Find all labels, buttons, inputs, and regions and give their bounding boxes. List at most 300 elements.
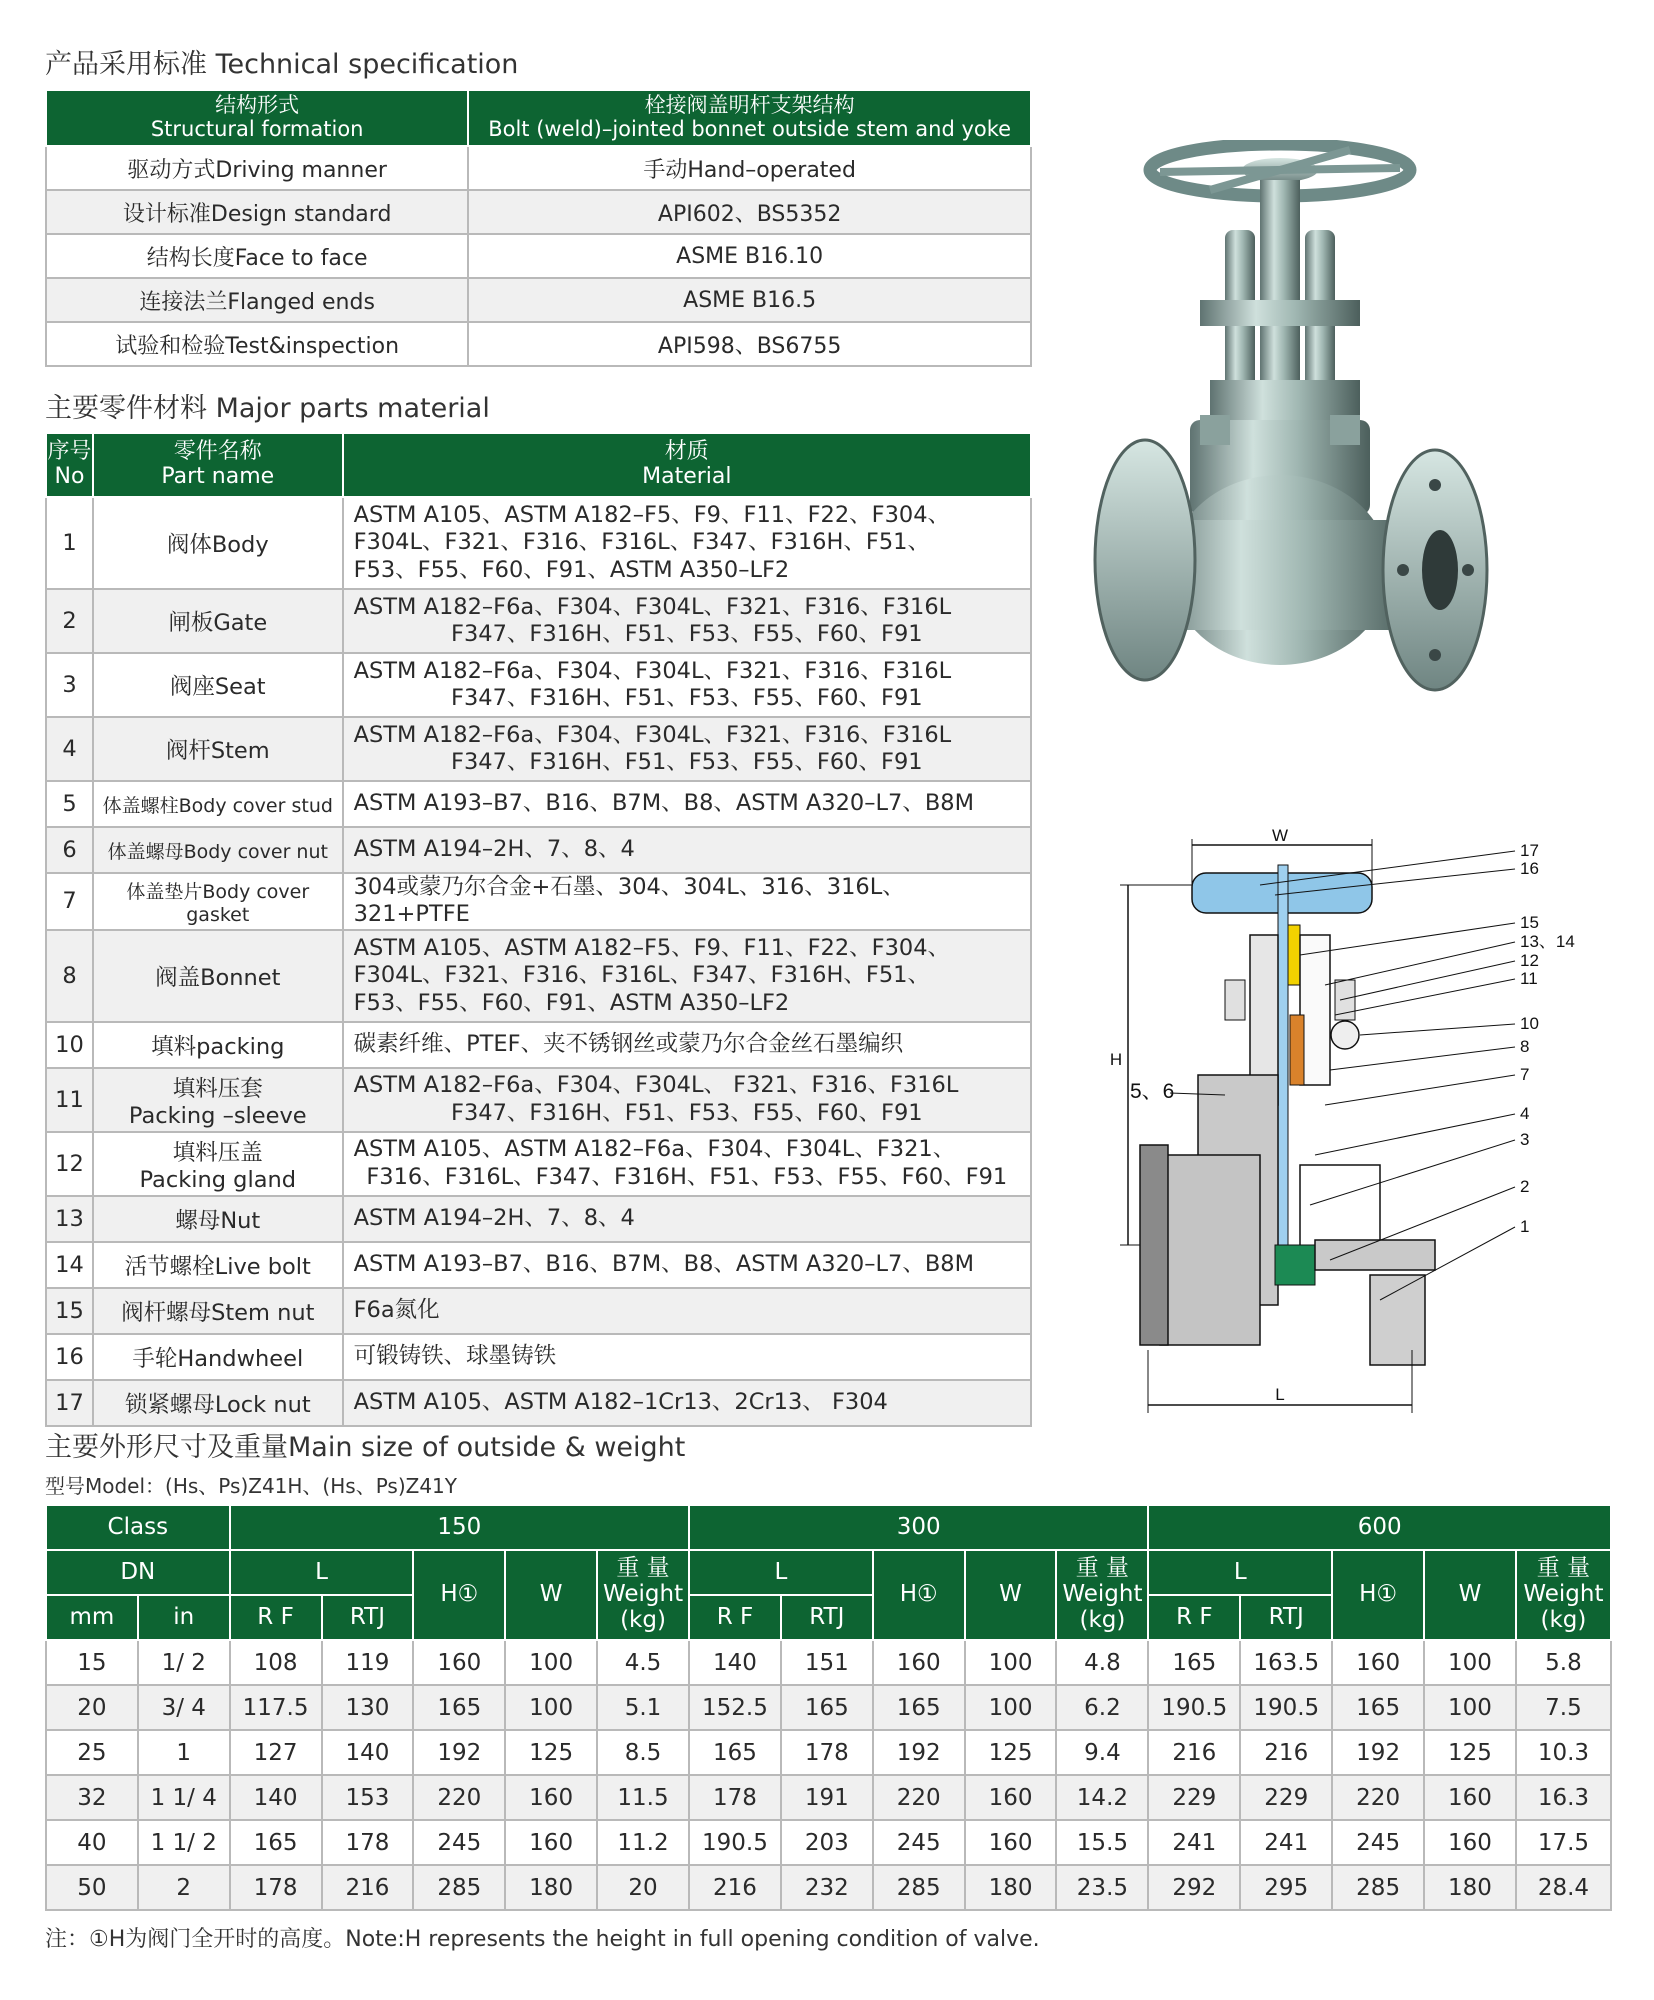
table-row — [46, 589, 1031, 653]
size-cell: 15.5 — [1056, 1820, 1148, 1865]
spec-label: 连接法兰Flanged ends — [46, 278, 468, 322]
size-cell: 8.5 — [597, 1730, 689, 1775]
table-row — [46, 930, 1031, 1022]
size-cell: 100 — [505, 1640, 597, 1685]
size-cell: 15 — [46, 1640, 138, 1685]
part-no: 11 — [46, 1068, 93, 1132]
part-name-text: 手轮Handwheel — [132, 1345, 304, 1372]
callout-5-6: 5、6 — [1130, 1080, 1175, 1103]
part-name-text: 阀杆螺母Stem nut — [121, 1299, 315, 1326]
size-cell: 216 — [1148, 1730, 1240, 1775]
table-row — [46, 1775, 1611, 1820]
size-cell: 160 — [1332, 1640, 1424, 1685]
part-name-text: 体盖垫片Body cover gasket — [126, 880, 310, 926]
material-line: F53、F55、F60、F91、ASTM A350–LF2 — [353, 556, 790, 583]
size-cell: 232 — [781, 1865, 873, 1910]
parts-header-mat-cn: 材质 — [664, 439, 709, 465]
material-line: ASTM A105、ASTM A182–F6a、F304、F304L、F321、 — [353, 1136, 956, 1163]
part-material — [343, 781, 1031, 827]
part-no: 4 — [46, 717, 93, 781]
spec-value: ASME B16.5 — [468, 278, 1031, 322]
size-cell: 153 — [322, 1775, 414, 1820]
part-label: 7 — [1520, 1065, 1530, 1084]
part-label: 12 — [1520, 951, 1539, 970]
h-header: H① — [413, 1550, 505, 1640]
parts-header-name-cn: 零件名称 — [173, 439, 262, 465]
spec-header-value-cn: 栓接阀盖明杆支架结构 — [644, 93, 855, 118]
parts-header-no-en: No — [54, 464, 85, 489]
size-cell: 160 — [873, 1640, 965, 1685]
size-cell: 9.4 — [1056, 1730, 1148, 1775]
part-material — [343, 1288, 1031, 1334]
footnote: 注：①H为阀门全开时的高度。Note:H represents the height in full opening condition of valve. — [45, 1927, 1040, 1952]
size-cell: 285 — [873, 1865, 965, 1910]
part-name-text: 填料packing — [151, 1033, 285, 1060]
size-title: 主要外形尺寸及重量Main size of outside & weight — [45, 1432, 686, 1463]
size-cell: 6.2 — [1056, 1685, 1148, 1730]
parts-header-name-en: Part name — [161, 464, 275, 489]
rtj-header: RTJ — [781, 1595, 873, 1640]
size-cell: 229 — [1240, 1775, 1332, 1820]
table-row — [46, 1196, 1031, 1242]
spec-value: 手动Hand–operated — [468, 146, 1031, 190]
part-no: 15 — [46, 1288, 93, 1334]
weight-header — [1516, 1550, 1611, 1640]
part-no: 2 — [46, 589, 93, 653]
size-cell: 160 — [965, 1820, 1057, 1865]
class-600-header: 600 — [1148, 1505, 1611, 1550]
parts-header-mat-en: Material — [642, 464, 732, 489]
w-header: W — [1424, 1550, 1516, 1640]
size-cell: 100 — [965, 1640, 1057, 1685]
size-cell: 140 — [689, 1640, 781, 1685]
dn-header: DN — [46, 1550, 230, 1595]
size-cell: 220 — [873, 1775, 965, 1820]
size-cell: 241 — [1148, 1820, 1240, 1865]
spec-header-structure-value — [468, 90, 1031, 146]
size-cell: 20 — [46, 1685, 138, 1730]
part-material — [343, 1334, 1031, 1380]
valve-section-drawing — [1100, 825, 1620, 1425]
size-cell: 1 — [138, 1730, 230, 1775]
size-cell: 125 — [965, 1730, 1057, 1775]
size-cell: 190.5 — [689, 1820, 781, 1865]
part-material — [343, 1068, 1031, 1132]
material-line: F304L、F321、F316、F316L、F347、F316H、F51、 — [353, 529, 930, 556]
spec-header-structure-en: Structural formation — [150, 117, 364, 141]
size-cell: 245 — [873, 1820, 965, 1865]
l-header: L — [1148, 1550, 1332, 1595]
spec-header-structure-cn: 结构形式 — [215, 93, 300, 118]
part-label: 2 — [1520, 1177, 1530, 1196]
weight-header-en: Weight — [1062, 1581, 1143, 1608]
part-material — [343, 717, 1031, 781]
table-row — [46, 1865, 1611, 1910]
weight-header-cn: 重 量 — [616, 1555, 670, 1582]
material-line: F316、F316L、F347、F316H、F51、F53、F55、F60、F91 — [366, 1163, 1008, 1190]
part-no: 13 — [46, 1196, 93, 1242]
table-row — [46, 1242, 1031, 1288]
part-no: 7 — [46, 873, 93, 930]
parts-title: 主要零件材料 Major parts material — [45, 393, 490, 424]
size-cell: 100 — [1424, 1640, 1516, 1685]
part-no: 6 — [46, 827, 93, 873]
part-no: 12 — [46, 1132, 93, 1196]
valve-photo-illustration — [1090, 140, 1530, 720]
size-cell: 117.5 — [230, 1685, 322, 1730]
size-cell: 160 — [965, 1775, 1057, 1820]
size-cell: 5.8 — [1516, 1640, 1611, 1685]
part-name — [93, 1196, 343, 1242]
part-label: 11 — [1520, 969, 1538, 988]
part-name — [93, 1022, 343, 1068]
size-table — [45, 1504, 1612, 1911]
part-label: 4 — [1520, 1104, 1530, 1123]
spec-label: 结构长度Face to face — [46, 234, 468, 278]
size-cell: 165 — [230, 1820, 322, 1865]
class-150-header: 150 — [230, 1505, 689, 1550]
size-cell: 108 — [230, 1640, 322, 1685]
part-name — [93, 1334, 343, 1380]
size-cell: 292 — [1148, 1865, 1240, 1910]
size-cell: 100 — [1424, 1685, 1516, 1730]
part-material — [343, 827, 1031, 873]
size-cell: 152.5 — [689, 1685, 781, 1730]
table-row — [46, 322, 1031, 366]
part-name-text: 阀盖Bonnet — [155, 964, 281, 991]
rf-header: R F — [1148, 1595, 1240, 1640]
part-name — [93, 1288, 343, 1334]
part-material — [343, 1242, 1031, 1288]
w-header: W — [505, 1550, 597, 1640]
size-cell: 1 1/ 4 — [138, 1775, 230, 1820]
w-header: W — [965, 1550, 1057, 1640]
spec-label: 试验和检验Test&inspection — [46, 322, 468, 366]
part-label: 15 — [1520, 913, 1539, 932]
spec-header-value-en: Bolt (weld)–jointed bonnet outside stem and yoke — [488, 117, 1012, 141]
material-line: ASTM A105、ASTM A182–F5、F9、F11、F22、F304、 — [353, 934, 951, 961]
table-row — [46, 1730, 1611, 1775]
part-material — [343, 1022, 1031, 1068]
size-cell: 245 — [1332, 1820, 1424, 1865]
material-line: ASTM A194–2H、7、8、4 — [353, 836, 635, 863]
l-header: L — [230, 1550, 414, 1595]
table-row — [46, 1820, 1611, 1865]
size-cell: 40 — [46, 1820, 138, 1865]
rtj-header: RTJ — [1240, 1595, 1332, 1640]
size-cell: 216 — [689, 1865, 781, 1910]
size-cell: 180 — [505, 1865, 597, 1910]
size-cell: 295 — [1240, 1865, 1332, 1910]
part-label: 8 — [1520, 1037, 1530, 1056]
table-row — [46, 278, 1031, 322]
mm-header: mm — [46, 1595, 138, 1640]
table-row — [46, 1132, 1031, 1196]
size-cell: 4.8 — [1056, 1640, 1148, 1685]
spec-value: API602、BS5352 — [468, 190, 1031, 234]
size-cell: 125 — [505, 1730, 597, 1775]
weight-header — [597, 1550, 689, 1640]
dim-l-label: L — [1275, 1385, 1285, 1404]
table-row — [46, 1685, 1611, 1730]
size-cell: 5.1 — [597, 1685, 689, 1730]
size-cell: 160 — [1424, 1820, 1516, 1865]
material-line: ASTM A193–B7、B16、B7M、B8、ASTM A320–L7、B8M — [353, 790, 974, 817]
size-cell: 32 — [46, 1775, 138, 1820]
part-name-text: 锁紧螺母Lock nut — [124, 1391, 311, 1418]
part-name-text: 螺母Nut — [175, 1207, 261, 1234]
part-name-text: 阀杆Stem — [165, 738, 270, 764]
part-name — [93, 827, 343, 873]
material-line: F347、F316H、F51、F53、F55、F60、F91 — [451, 1099, 923, 1126]
part-name — [93, 717, 343, 781]
part-material — [343, 653, 1031, 717]
part-no: 8 — [46, 930, 93, 1022]
size-cell: 180 — [1424, 1865, 1516, 1910]
size-cell: 7.5 — [1516, 1685, 1611, 1730]
valve-photo — [1090, 140, 1530, 720]
size-cell: 140 — [322, 1730, 414, 1775]
parts-header-name — [93, 433, 343, 497]
table-row — [46, 146, 1031, 190]
size-cell: 130 — [322, 1685, 414, 1730]
model-line: 型号Model：(Hs、Ps)Z41H、(Hs、Ps)Z41Y — [45, 1474, 457, 1498]
table-row — [46, 1380, 1031, 1426]
spec-table — [45, 89, 1032, 367]
table-row — [46, 827, 1031, 873]
size-cell: 160 — [1424, 1775, 1516, 1820]
part-no: 17 — [46, 1380, 93, 1426]
part-label: 1 — [1520, 1217, 1530, 1236]
size-cell: 220 — [413, 1775, 505, 1820]
part-name — [93, 930, 343, 1022]
part-material — [343, 1196, 1031, 1242]
size-cell: 50 — [46, 1865, 138, 1910]
weight-header-en: Weight — [1523, 1581, 1604, 1608]
size-cell: 178 — [230, 1865, 322, 1910]
weight-header-en: Weight — [602, 1581, 684, 1608]
table-row — [46, 234, 1031, 278]
size-cell: 165 — [1148, 1640, 1240, 1685]
size-cell: 245 — [413, 1820, 505, 1865]
part-name — [93, 497, 343, 589]
size-cell: 178 — [689, 1775, 781, 1820]
size-cell: 229 — [1148, 1775, 1240, 1820]
table-row — [46, 1640, 1611, 1685]
part-name-text: 填料压盖 — [172, 1139, 263, 1166]
dim-w-label: W — [1271, 826, 1289, 845]
part-material — [343, 873, 1031, 930]
part-name-text: 闸板Gate — [168, 610, 268, 636]
part-label: 10 — [1520, 1014, 1539, 1033]
size-cell: 151 — [781, 1640, 873, 1685]
part-name — [93, 1068, 343, 1132]
part-no: 10 — [46, 1022, 93, 1068]
size-cell: 25 — [46, 1730, 138, 1775]
size-cell: 1/ 2 — [138, 1640, 230, 1685]
rf-header: R F — [230, 1595, 322, 1640]
size-cell: 127 — [230, 1730, 322, 1775]
table-row — [46, 653, 1031, 717]
spec-label: 设计标准Design standard — [46, 190, 468, 234]
part-name-text: 体盖螺母Body cover nut — [107, 840, 328, 863]
size-cell: 28.4 — [1516, 1865, 1611, 1910]
part-material — [343, 497, 1031, 589]
size-cell: 125 — [1424, 1730, 1516, 1775]
spec-title: 产品采用标准 Technical specification — [45, 49, 519, 80]
size-cell: 160 — [505, 1775, 597, 1820]
size-cell: 160 — [505, 1820, 597, 1865]
table-row — [46, 1334, 1031, 1380]
weight-header-unit: (kg) — [1540, 1606, 1587, 1633]
parts-header-no — [46, 433, 93, 497]
part-name-text: 阀座Seat — [169, 674, 266, 700]
table-row — [46, 1022, 1031, 1068]
size-cell: 190.5 — [1148, 1685, 1240, 1730]
part-material — [343, 1380, 1031, 1426]
material-line: F347、F316H、F51、F53、F55、F60、F91 — [451, 749, 923, 775]
in-header: in — [138, 1595, 230, 1640]
material-line: ASTM A193–B7、B16、B7M、B8、ASTM A320–L7、B8M — [353, 1251, 974, 1278]
size-cell: 165 — [1332, 1685, 1424, 1730]
parts-table — [45, 432, 1032, 1427]
class-header: Class — [46, 1505, 230, 1550]
material-line: F347、F316H、F51、F53、F55、F60、F91 — [451, 685, 923, 711]
part-label: 3 — [1520, 1130, 1530, 1149]
size-cell: 119 — [322, 1640, 414, 1685]
size-cell: 216 — [322, 1865, 414, 1910]
size-cell: 10.3 — [1516, 1730, 1611, 1775]
weight-header-unit: (kg) — [620, 1606, 666, 1633]
part-name — [93, 1132, 343, 1196]
table-row — [46, 497, 1031, 589]
h-header: H① — [1332, 1550, 1424, 1640]
table-row — [46, 190, 1031, 234]
material-line: ASTM A182–F6a、F304、F304L、F321、F316、F316L — [353, 721, 952, 748]
material-line: ASTM A105、ASTM A182–F5、F9、F11、F22、F304、 — [353, 501, 951, 528]
material-line: F6a氮化 — [353, 1297, 440, 1324]
dim-h-label: H — [1109, 1050, 1123, 1069]
size-cell: 165 — [873, 1685, 965, 1730]
part-name-en: Packing –sleeve — [128, 1102, 307, 1129]
size-cell: 241 — [1240, 1820, 1332, 1865]
part-name — [93, 653, 343, 717]
size-cell: 165 — [781, 1685, 873, 1730]
size-cell: 216 — [1240, 1730, 1332, 1775]
size-cell: 192 — [1332, 1730, 1424, 1775]
size-cell: 165 — [413, 1685, 505, 1730]
part-name — [93, 589, 343, 653]
weight-header-unit: (kg) — [1079, 1606, 1126, 1633]
size-cell: 17.5 — [1516, 1820, 1611, 1865]
material-line: 可锻铸铁、球墨铸铁 — [353, 1343, 557, 1370]
spec-value: ASME B16.10 — [468, 234, 1031, 278]
size-cell: 180 — [965, 1865, 1057, 1910]
size-cell: 3/ 4 — [138, 1685, 230, 1730]
table-row — [46, 873, 1031, 930]
size-cell: 163.5 — [1240, 1640, 1332, 1685]
size-cell: 20 — [597, 1865, 689, 1910]
material-line: 304或蒙乃尔合金+石墨、304、304L、316、316L、321+PTFE — [353, 874, 905, 928]
part-label: 16 — [1520, 859, 1539, 878]
size-cell: 16.3 — [1516, 1775, 1611, 1820]
part-name — [93, 873, 343, 930]
material-line: 碳素纤维、PTEF、夹不锈钢丝或蒙乃尔合金丝石墨编织 — [353, 1031, 904, 1058]
size-cell: 11.2 — [597, 1820, 689, 1865]
part-name — [93, 781, 343, 827]
part-label: 13、14 — [1520, 932, 1575, 951]
size-cell: 100 — [965, 1685, 1057, 1730]
table-row — [46, 1068, 1031, 1132]
weight-header — [1056, 1550, 1148, 1640]
material-line: F347、F316H、F51、F53、F55、F60、F91 — [451, 621, 923, 647]
class-300-header: 300 — [689, 1505, 1148, 1550]
rf-header: R F — [689, 1595, 781, 1640]
size-cell: 178 — [322, 1820, 414, 1865]
part-material — [343, 930, 1031, 1022]
size-cell: 178 — [781, 1730, 873, 1775]
material-line: ASTM A182–F6a、F304、F304L、F321、F316、F316L — [353, 657, 952, 684]
size-cell: 190.5 — [1240, 1685, 1332, 1730]
spec-label: 驱动方式Driving manner — [46, 146, 468, 190]
size-cell: 140 — [230, 1775, 322, 1820]
size-cell: 11.5 — [597, 1775, 689, 1820]
spec-header-structure — [46, 90, 468, 146]
size-cell: 192 — [413, 1730, 505, 1775]
size-cell: 23.5 — [1056, 1865, 1148, 1910]
h-header: H① — [873, 1550, 965, 1640]
part-name-text: 体盖螺柱Body cover stud — [102, 794, 333, 817]
part-label: 17 — [1520, 841, 1539, 860]
spec-value: API598、BS6755 — [468, 322, 1031, 366]
size-cell: 191 — [781, 1775, 873, 1820]
parts-header-no-cn: 序号 — [47, 439, 92, 465]
part-no: 1 — [46, 497, 93, 589]
part-material — [343, 1132, 1031, 1196]
part-material — [343, 589, 1031, 653]
part-name — [93, 1242, 343, 1288]
material-line: ASTM A182–F6a、F304、F304L、 F321、F316、F316L — [353, 1072, 959, 1099]
valve-section-diagram — [1100, 825, 1620, 1425]
material-line: F304L、F321、F316、F316L、F347、F316H、F51、 — [353, 962, 930, 989]
part-no: 14 — [46, 1242, 93, 1288]
part-name-text: 阀体Body — [166, 532, 269, 558]
size-cell: 165 — [689, 1730, 781, 1775]
parts-header-material — [343, 433, 1031, 497]
part-no: 16 — [46, 1334, 93, 1380]
material-line: ASTM A182–F6a、F304、F304L、F321、F316、F316L — [353, 593, 952, 620]
material-line: F53、F55、F60、F91、ASTM A350–LF2 — [353, 989, 790, 1016]
size-cell: 160 — [413, 1640, 505, 1685]
material-line: ASTM A194–2H、7、8、4 — [353, 1205, 635, 1232]
part-no: 5 — [46, 781, 93, 827]
part-name-text: 填料压套 — [172, 1075, 263, 1102]
size-cell: 192 — [873, 1730, 965, 1775]
l-header: L — [689, 1550, 873, 1595]
size-cell: 14.2 — [1056, 1775, 1148, 1820]
part-no: 3 — [46, 653, 93, 717]
table-row — [46, 717, 1031, 781]
size-cell: 220 — [1332, 1775, 1424, 1820]
rtj-header: RTJ — [322, 1595, 414, 1640]
size-cell: 100 — [505, 1685, 597, 1730]
table-row — [46, 781, 1031, 827]
part-name — [93, 1380, 343, 1426]
table-row — [46, 1288, 1031, 1334]
material-line: ASTM A105、ASTM A182–1Cr13、2Cr13、 F304 — [353, 1389, 888, 1416]
part-name-text: 活节螺栓Live bolt — [124, 1253, 311, 1280]
size-cell: 203 — [781, 1820, 873, 1865]
